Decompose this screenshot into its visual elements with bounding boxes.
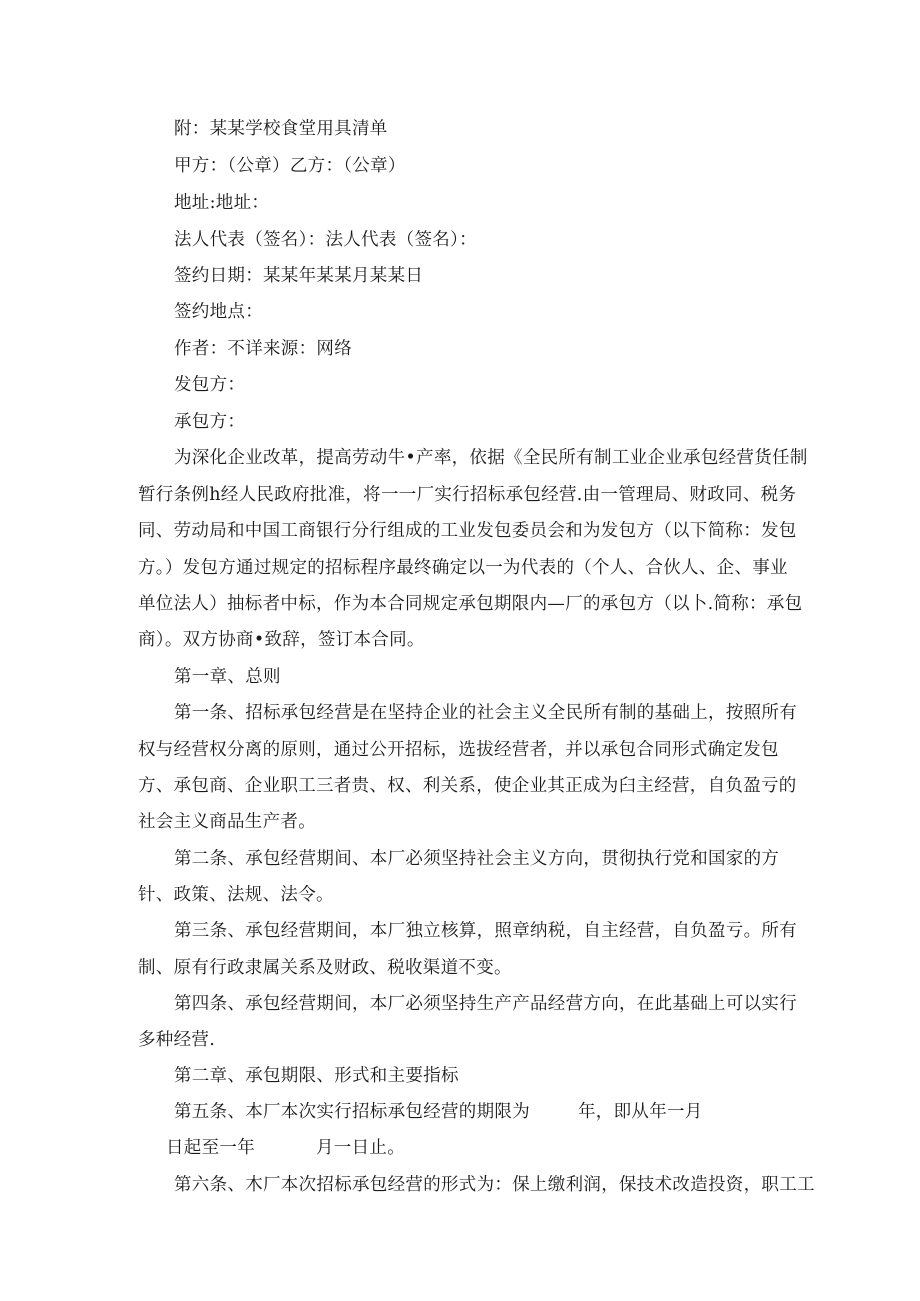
attachment-line: 附：某某学校食堂用具清单 xyxy=(174,119,388,139)
article-3-line: 制、原有行政隶属关系及财政、税收渠道不变。 xyxy=(138,958,512,978)
sign-date-line: 签约日期：某某年某某月某某日 xyxy=(174,266,424,286)
article-5-line-start: 第五条、本厂本次实行招标承包经营的期限为 xyxy=(174,1102,530,1122)
preamble-line: 暂行条例h经人民政府批准，将一一厂实行招标承包经营.由一管理局、财政同、税务 xyxy=(138,485,797,505)
preamble-line: 同、劳动局和中国工商银行分行组成的工业发包委员会和为发包方（以下简称：发包 xyxy=(138,521,797,541)
preamble-line: 为深化企业改革，提高劳动牛•产率，依据《全民所有制工业企业承包经营货任制 xyxy=(174,448,808,468)
article-5-line-end: 年，即从年一月 xyxy=(578,1102,703,1122)
chapter-1-title: 第一章、总则 xyxy=(174,667,281,687)
issuer-line: 发包方： xyxy=(174,375,246,395)
legal-rep-line: 法人代表（签名）：法人代表（签名）： xyxy=(174,230,477,250)
chapter-2-title: 第二章、承包期限、形式和主要指标 xyxy=(174,1066,459,1086)
article-4-line: 第四条、承包经营期间，本厂必须坚持生产产品经营方向，在此基础上可以实行 xyxy=(174,994,797,1014)
article-4-line: 多种经营. xyxy=(138,1030,216,1050)
preamble-line: 单位法人）抽标者中标，作为本合同规定承包期限内—厂的承包方（以卜.简称：承包 xyxy=(138,594,803,614)
article-6-line: 第六条、木厂本次招标承包经营的形式为：保上缴利润，保技术改造投资，职工工 xyxy=(174,1175,815,1195)
preamble-line: 方。）发包方通过规定的招标程序最终确定以一为代表的（个人、合伙人、企、事业 xyxy=(138,558,788,578)
sign-place-line: 签约地点： xyxy=(174,302,263,322)
article-1-line: 第一条、招标承包经营是在坚持企业的社会主义全民所有制的基础上，按照所有 xyxy=(174,703,797,723)
article-5-date-end: 月一日止。 xyxy=(316,1138,405,1158)
article-2-line: 第二条、承包经营期间、本厂必须坚持社会主义方向，贯彻执行党和国家的方 xyxy=(174,849,780,869)
contractor-line: 承包方： xyxy=(174,412,246,432)
article-1-line: 方、承包商、企业职工三者贵、权、利关系，使企业其正成为臼主经营，自负盈亏的 xyxy=(138,776,797,796)
article-2-line: 针、政策、法规、法令。 xyxy=(138,885,334,905)
article-1-line: 权与经营权分离的原则，通过公开招标，选拔经营者，并以承包合同形式确定发包 xyxy=(138,740,779,760)
article-3-line: 第三条、承包经营期间，本厂独立核算，照章纳税，自主经营，自负盈亏。所有 xyxy=(174,921,797,941)
address-line: 地址:地址： xyxy=(174,193,270,213)
author-line: 作者：不详来源：网络 xyxy=(174,339,352,359)
article-1-line: 社会主义商品生产者。 xyxy=(138,812,316,832)
parties-line: 甲方：（公章）乙方：（公章） xyxy=(174,156,406,176)
preamble-line: 商）。双方协商•致辞，签订本合同。 xyxy=(138,630,425,650)
article-5-date-start: 日起至一年 xyxy=(166,1138,255,1158)
